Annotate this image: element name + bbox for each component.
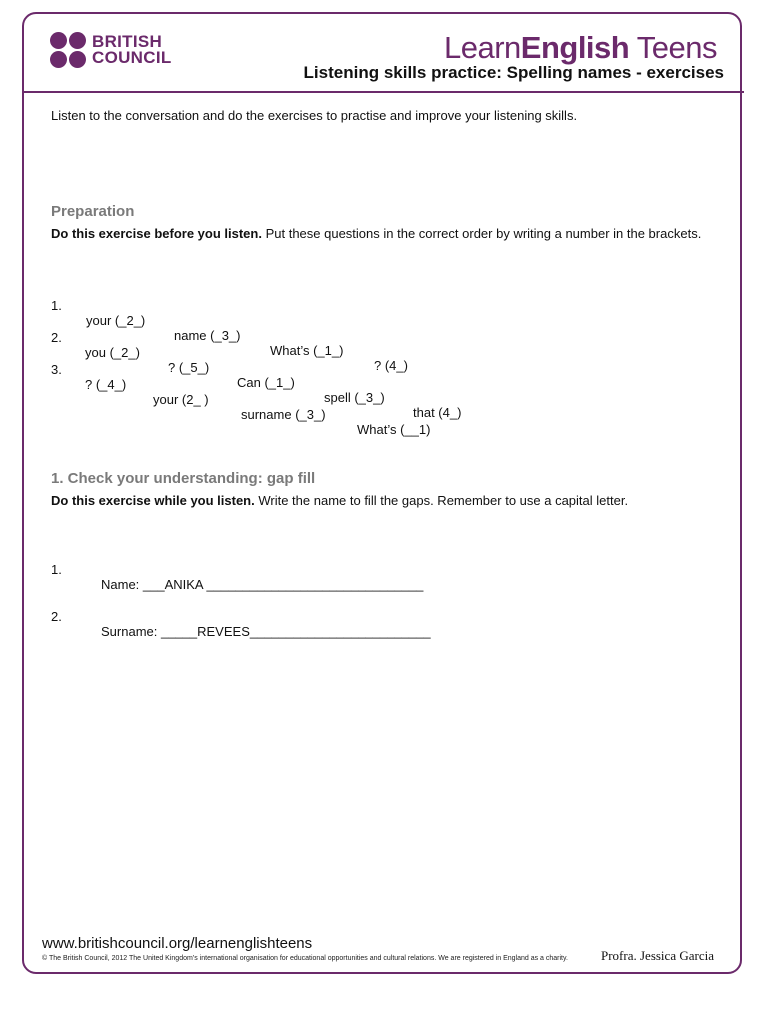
word-item: ? (_5_) (168, 360, 210, 375)
intro-text: Listen to the conversation and do the exercises to practise and improve your listening skills. (51, 108, 578, 123)
learnenglish-teens-logo (444, 30, 717, 66)
row-number: 1. (51, 298, 62, 313)
word-item: ? (_4_) (85, 377, 127, 392)
document-title: Listening skills practice: Spelling names - exercises (303, 63, 724, 82)
gapfill-instruction (51, 492, 721, 510)
preparation-instruction-bold: Do this exercise before you listen. (51, 226, 262, 241)
teacher-signature: Profra. Jessica Garcia (601, 948, 714, 963)
logo-dots-icon (50, 32, 86, 68)
gapfill-item-1 (51, 547, 424, 592)
row-number: 3. (51, 362, 62, 377)
word-item: surname (_3_) (241, 407, 326, 422)
footer-url: www.britishcouncil.org/learnenglishteens (42, 935, 313, 952)
gapfill-instruction-rest: Write the name to fill the gaps. Remember to use a capital letter. (254, 493, 629, 508)
word-item: ? (4_) (374, 358, 408, 373)
word-item: your (_2_) (86, 313, 146, 328)
logo-line-1: BRITISH (92, 32, 163, 51)
british-council-logo (50, 32, 172, 68)
word-item: spell (_3_) (324, 390, 385, 405)
gapfill-instruction-bold: Do this exercise while you listen. (51, 493, 255, 508)
brand-english: English (520, 30, 630, 65)
brand-learn: Learn (443, 30, 521, 65)
word-item: name (_3_) (174, 328, 241, 343)
footer-copyright: © The British Council, 2012 The United Kingdom’s international organisation for educational opportunities and cultural relations. We are registered in England as a charity. (42, 955, 568, 962)
word-item: you (_2_) (85, 345, 140, 360)
item-number: 1. (51, 562, 62, 577)
word-item: your (2_ ) (153, 392, 209, 407)
word-item: What’s (__1) (357, 422, 431, 437)
preparation-instruction-rest: Put these questions in the correct order by writing a number in the brackets. (261, 226, 702, 241)
gapfill-title: 1. Check your understanding: gap fill (51, 470, 316, 487)
preparation-title: Preparation (51, 203, 135, 220)
word-item: Can (_1_) (237, 375, 295, 390)
brand-teens: Teens (629, 30, 717, 65)
item-text: Surname: _____REVEES_________________________ (101, 624, 431, 639)
logo-line-2: COUNCIL (92, 48, 172, 67)
preparation-instruction (51, 225, 721, 243)
row-number: 2. (51, 330, 62, 345)
word-item: What’s (_1_) (270, 343, 344, 358)
item-number: 2. (51, 609, 62, 624)
header-divider (22, 91, 744, 93)
item-text: Name: ___ANIKA ______________________________ (101, 577, 424, 592)
word-item: that (4_) (413, 405, 462, 420)
gapfill-item-2 (51, 594, 431, 639)
